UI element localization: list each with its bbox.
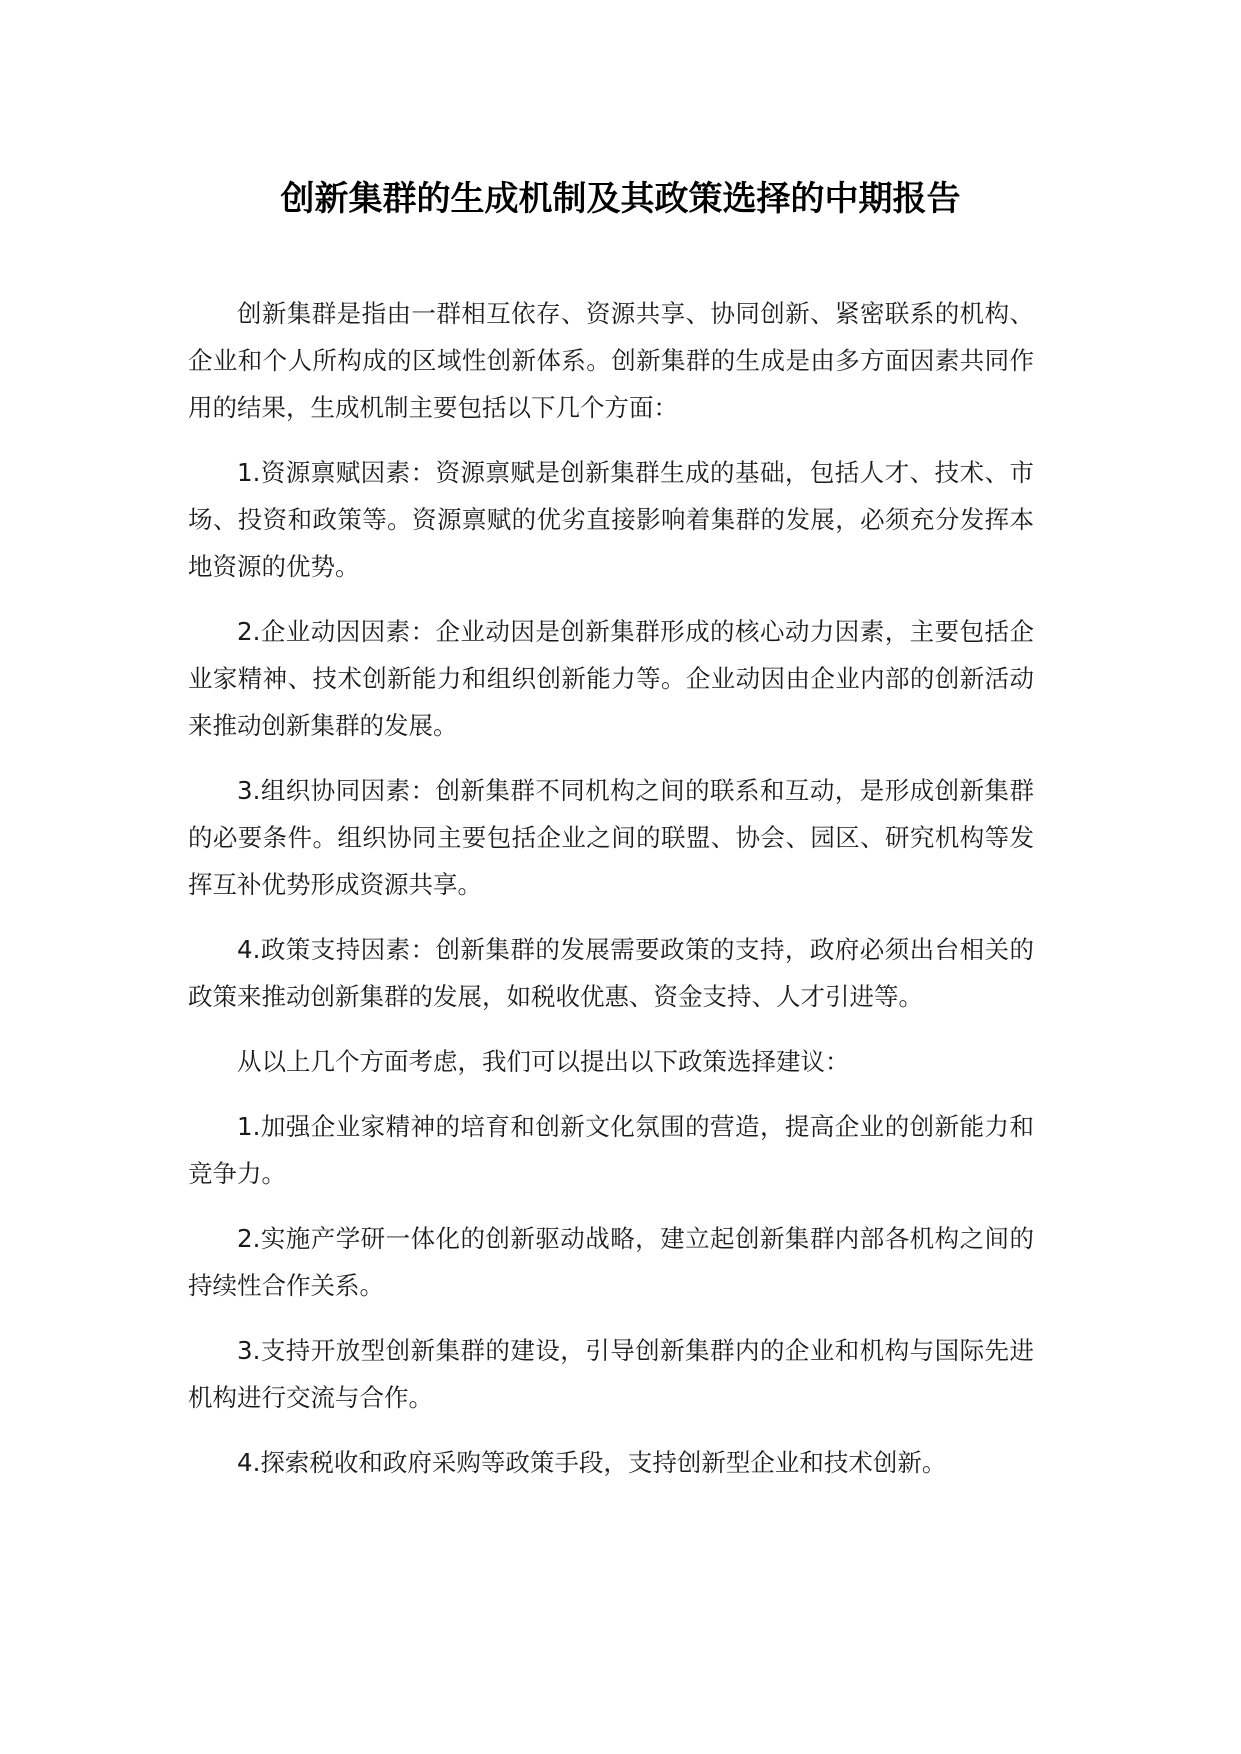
paragraph-factor-3: 3.组织协同因素：创新集群不同机构之间的联系和互动，是形成创新集群的必要条件。组织协同主要包括企业之间的联盟、协会、园区、研究机构等发挥互补优势形成资源共享。 <box>188 776 1034 899</box>
paragraph-policy-4: 4.探索税收和政府采购等政策手段，支持创新型企业和技术创新。 <box>237 1448 947 1477</box>
paragraph-factor-4: 4.政策支持因素：创新集群的发展需要政策的支持，政府必须出台相关的政策来推动创新集群的发展，如税收优惠、资金支持、人才引进等。 <box>188 935 1034 1011</box>
paragraph-factor-1: 1.资源禀赋因素：资源禀赋是创新集群生成的基础，包括人才、技术、市场、投资和政策等。资源禀赋的优劣直接影响着集群的发展，必须充分发挥本地资源的优势。 <box>188 458 1034 581</box>
paragraph-intro: 创新集群是指由一群相互依存、资源共享、协同创新、紧密联系的机构、企业和个人所构成的区域性创新体系。创新集群的生成是由多方面因素共同作用的结果，生成机制主要包括以下几个方面： <box>188 299 1034 422</box>
paragraph-policy-2: 2.实施产学研一体化的创新驱动战略，建立起创新集群内部各机构之间的持续性合作关系。 <box>188 1224 1034 1300</box>
paragraph-policy-3: 3.支持开放型创新集群的建设，引导创新集群内的企业和机构与国际先进机构进行交流与合作。 <box>188 1336 1034 1412</box>
document-title: 创新集群的生成机制及其政策选择的中期报告 <box>280 179 961 219</box>
paragraph-policy-1: 1.加强企业家精神的培育和创新文化氛围的营造，提高企业的创新能力和竞争力。 <box>188 1112 1034 1188</box>
document-body <box>188 290 1034 1504</box>
paragraph-policy-intro: 从以上几个方面考虑，我们可以提出以下政策选择建议： <box>237 1047 850 1076</box>
paragraph-factor-2: 2.企业动因因素：企业动因是创新集群形成的核心动力因素，主要包括企业家精神、技术创新能力和组织创新能力等。企业动因由企业内部的创新活动来推动创新集群的发展。 <box>188 617 1034 740</box>
